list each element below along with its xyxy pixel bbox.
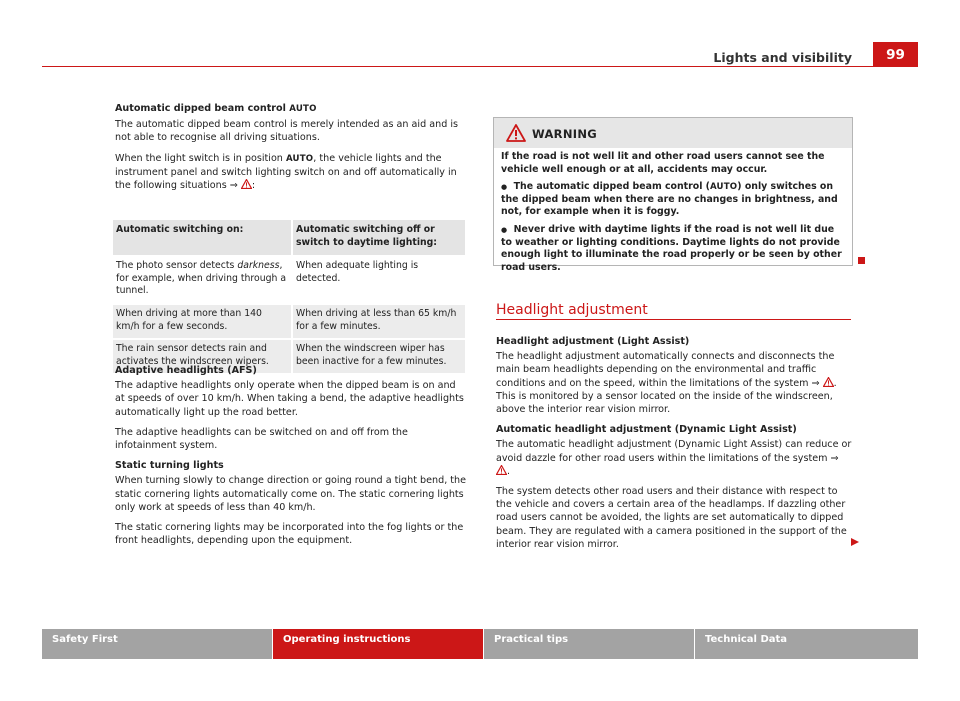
cell-text: The photo sensor detects [116, 260, 235, 272]
text-part: When the light switch is in position [115, 152, 283, 164]
paragraph-light-assist [496, 350, 852, 416]
table-cell: When adequate lighting is detected. [292, 256, 465, 304]
text-part: , the vehicle lights and the instrument panel and switch lighting switch on and off automatically in the following situations ⇒ [115, 152, 457, 192]
bullet-icon: ● [501, 225, 508, 234]
heading-auto-dipped-beam [115, 102, 467, 116]
footer-tab-safety[interactable] [42, 629, 272, 659]
footer-tab-label: Practical tips [494, 634, 569, 645]
section-rule [496, 319, 851, 320]
page-number: 99 [873, 42, 918, 67]
heading-light-assist: Headlight adjustment (Light Assist) [496, 336, 690, 347]
paragraph-static-incorporated: The static cornering lights may be incorporated into the fog lights or the front headlights, depending upon the equipment. [115, 522, 464, 547]
table-cell: When driving at less than 65 km/h for a few minutes. [292, 304, 465, 339]
paragraph-static-turning: When turning slowly to change direction or going round a tight bend, the static cornering lights automatically come on. The static cornering lights only work at speeds of less than 40 km/h. [115, 475, 467, 513]
table-header-off: Automatic switching off or switch to daytime lighting: [292, 220, 465, 256]
table-cell: When driving at more than 140 km/h for a few seconds. [113, 304, 292, 339]
footer-tab-technical[interactable] [695, 629, 918, 659]
right-column [496, 335, 852, 558]
paragraph-system-detects: The system detects other road users and their distance with respect to the vehicle and covers a certain area of the headlamps. If dazzling other road users cannot be avoided, the lights are set automatically to dipped beam. They are regulated with a camera positioned in the support of the interior rear vision mirror. [496, 486, 847, 550]
text-part: The automatic dipped beam control ( [513, 181, 710, 193]
switching-table [113, 220, 465, 375]
end-of-section-icon [858, 257, 865, 264]
warning-header [494, 118, 852, 148]
auto-symbol: AUTO [709, 182, 738, 193]
left-column [115, 102, 467, 199]
warning-icon [496, 465, 507, 475]
warning-body [501, 151, 847, 279]
warning-icon [823, 377, 834, 387]
text-part: The automatic headlight adjustment (Dynamic Light Assist) can reduce or avoid dazzle for other road users within the limitations of the system ⇒ [496, 439, 852, 464]
paragraph-afs-infotainment: The adaptive headlights can be switched on and off from the infotainment system. [115, 426, 408, 452]
table-cell: The rain sensor detects rain and activates the windscreen wipers. [113, 339, 292, 374]
auto-symbol: AUTO [285, 153, 314, 164]
warning-title: WARNING [532, 127, 597, 141]
heading-dynamic-light-assist: Automatic headlight adjustment (Dynamic Light Assist) [496, 424, 797, 436]
warning-paragraph: If the road is not well lit and other road users cannot see the vehicle well enough or at all, accidents may occur. [501, 151, 825, 175]
table-cell: When the windscreen wiper has been inactive for a few minutes. [292, 339, 465, 374]
text-part: . [507, 465, 511, 477]
table-cell [113, 256, 292, 304]
footer-tab-operating[interactable] [273, 629, 483, 659]
text-part: Never drive with daytime lights if the road is not well lit due to weather or lighting conditions. Daytime lights do not provide enough light to illuminate the road properly or be seen by other road users. [501, 223, 842, 273]
paragraph-dynamic-light-assist [496, 438, 852, 478]
continue-arrow-icon [851, 538, 859, 546]
cell-emphasis: darkness [237, 260, 280, 272]
footer-tab-practical[interactable] [484, 629, 694, 659]
header-rule [42, 66, 918, 67]
paragraph-auto-intro: The automatic dipped beam control is merely intended as an aid and is not able to recognise all driving situations. [115, 119, 458, 144]
warning-bullet-item [501, 224, 847, 274]
heading-text: Automatic dipped beam control [115, 103, 286, 114]
cell-text: , for example, when driving through a tunnel. [116, 260, 287, 297]
warning-icon [241, 179, 252, 189]
text-part: ) only switches on the dipped beam when there are no changes in brightness, and not, for example when it is foggy. [501, 181, 838, 218]
text-part: . This is monitored by a sensor located on the inside of the windscreen, above the interior rear vision mirror. [496, 377, 837, 416]
text-part: : [251, 180, 256, 192]
section-title: Headlight adjustment [496, 302, 648, 318]
warning-icon [506, 124, 526, 142]
chapter-title: Lights and visibility [713, 50, 852, 65]
text-part: The headlight adjustment automatically connects and disconnects the main beam headlights depending on the environmental and traffic conditions and on the speed, within the limitations of the system ⇒ [496, 351, 835, 389]
heading-static-turning: Static turning lights [115, 460, 224, 472]
paragraph-afs: The adaptive headlights only operate when the dipped beam is on and at speeds of over 10 km/h. When taking a bend, the adaptive headlights automatically light up the road better. [115, 380, 464, 418]
auto-symbol: AUTO [289, 104, 317, 114]
left-column-lower [115, 364, 467, 554]
bullet-icon: ● [501, 183, 508, 192]
paragraph-auto-situations [115, 152, 467, 193]
table-header-on: Automatic switching on: [113, 220, 292, 256]
footer-tab-label: Technical Data [705, 634, 788, 645]
warning-box [493, 117, 853, 273]
warning-bullet-item [501, 181, 847, 219]
footer-tab-label: Operating instructions [283, 634, 411, 645]
heading-afs: Adaptive headlights (AFS) [115, 365, 257, 376]
footer-tab-label: Safety First [52, 634, 118, 645]
